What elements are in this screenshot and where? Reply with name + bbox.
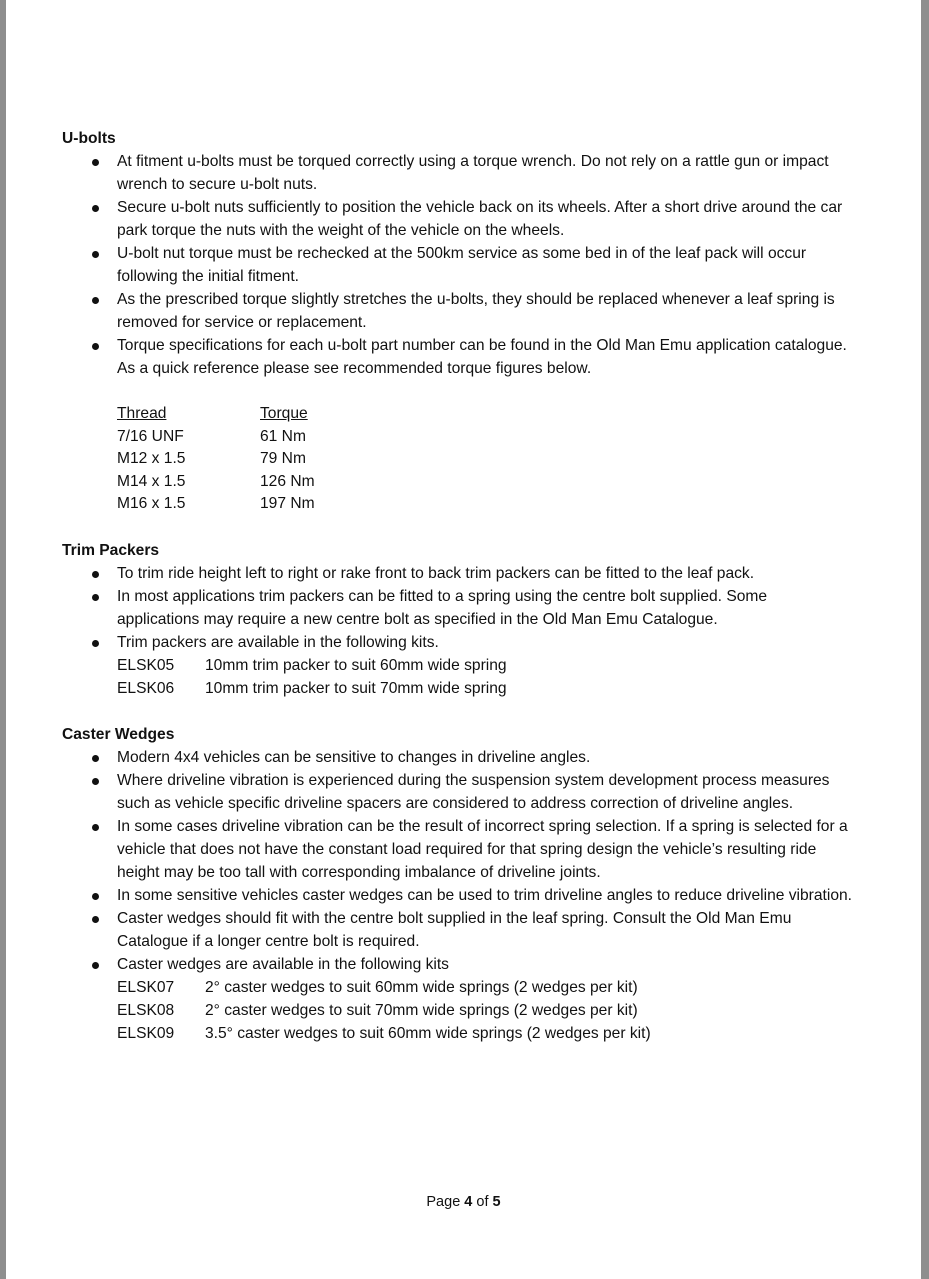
table-row	[117, 426, 315, 449]
kit-row	[62, 976, 852, 999]
caster-bullet-list	[62, 746, 852, 976]
torque-cell: 126 Nm	[260, 472, 315, 490]
bullet-item: In some cases driveline vibration can be the result of incorrect spring selection. If a spring is selected for a vehicle that does not have the constant load required for that spring design the vehicle’s resulting ride height may be too tall with corresponding imbalance of driveline joints.	[62, 815, 852, 884]
kit-description: 2° caster wedges to suit 60mm wide springs (2 wedges per kit)	[205, 978, 638, 996]
bullet-item: Modern 4x4 vehicles can be sensitive to changes in driveline angles.	[62, 746, 852, 769]
bullet-item: Trim packers are available in the following kits.	[62, 631, 852, 654]
bullet-item: Secure u-bolt nuts sufficiently to position the vehicle back on its wheels. After a short drive around the car park torque the nuts with the weight of the vehicle on the wheels.	[62, 196, 852, 242]
bullet-item: Torque specifications for each u-bolt part number can be found in the Old Man Emu application catalogue. As a quick reference please see recommended torque figures below.	[62, 334, 852, 380]
bullet-item: To trim ride height left to right or rake front to back trim packers can be fitted to the leaf pack.	[62, 562, 852, 585]
thread-cell: M16 x 1.5	[117, 495, 186, 512]
column-header-thread: Thread	[117, 405, 167, 422]
thread-cell: M14 x 1.5	[117, 472, 186, 490]
kit-description: 10mm trim packer to suit 60mm wide spring	[205, 656, 507, 674]
thread-cell: M12 x 1.5	[117, 450, 186, 467]
thread-cell: 7/16 UNF	[117, 427, 184, 445]
ubolts-bullet-list	[62, 150, 852, 380]
bullet-item: Where driveline vibration is experienced during the suspension system development process measures such as vehicle specific driveline spacers are considered to address correction of driveline angles.	[62, 769, 852, 815]
trim-bullet-list	[62, 562, 852, 654]
column-header-torque: Torque	[260, 405, 308, 422]
bullet-item: Caster wedges should fit with the centre bolt supplied in the leaf spring. Consult the Old Man Emu Catalogue if a longer centre bolt is required.	[62, 907, 852, 953]
section-title-caster-wedges: Caster Wedges	[62, 725, 175, 743]
kit-code: ELSK05	[117, 656, 175, 674]
page-content	[62, 127, 852, 1045]
table-header-row	[117, 403, 315, 426]
section-title-trim-packers: Trim Packers	[62, 541, 160, 559]
page-footer	[6, 1194, 921, 1210]
kit-description: 3.5° caster wedges to suit 60mm wide springs (2 wedges per kit)	[205, 1024, 651, 1042]
table-row	[117, 493, 315, 516]
kit-code: ELSK09	[117, 1024, 175, 1042]
bullet-item: U-bolt nut torque must be rechecked at the 500km service as some bed in of the leaf pack will occur following the initial fitment.	[62, 242, 852, 288]
torque-cell: 61 Nm	[260, 427, 306, 445]
kit-description: 2° caster wedges to suit 70mm wide springs (2 wedges per kit)	[205, 1001, 638, 1019]
bullet-item: As the prescribed torque slightly stretches the u-bolts, they should be replaced whenever a leaf spring is removed for service or replacement.	[62, 288, 852, 334]
kit-code: ELSK08	[117, 1001, 175, 1019]
torque-table	[117, 403, 315, 516]
kit-description: 10mm trim packer to suit 70mm wide spring	[205, 679, 507, 697]
spacer	[62, 516, 852, 539]
bullet-item: In some sensitive vehicles caster wedges can be used to trim driveline angles to reduce driveline vibration.	[62, 884, 852, 907]
torque-cell: 79 Nm	[260, 450, 306, 467]
page-number-prefix: Page	[426, 1194, 465, 1210]
document-page	[6, 0, 921, 1279]
torque-cell: 197 Nm	[260, 495, 315, 512]
table-row	[117, 471, 315, 494]
bullet-item: Caster wedges are available in the following kits	[62, 953, 852, 976]
kit-row	[62, 654, 852, 677]
kit-row	[62, 677, 852, 700]
kit-code: ELSK06	[117, 679, 175, 697]
page-number-middle: of	[472, 1194, 493, 1210]
page-number-current: 4	[464, 1194, 473, 1210]
kit-code: ELSK07	[117, 978, 175, 996]
spacer	[62, 700, 852, 723]
kit-row	[62, 1022, 852, 1045]
kit-row	[62, 999, 852, 1022]
page-number-total: 5	[492, 1194, 501, 1210]
section-title-ubolts: U-bolts	[62, 130, 116, 147]
bullet-item: In most applications trim packers can be fitted to a spring using the centre bolt supplied. Some applications may require a new centre bolt as specified in the Old Man Emu Catalogue.	[62, 585, 852, 631]
bullet-item: At fitment u-bolts must be torqued correctly using a torque wrench. Do not rely on a rattle gun or impact wrench to secure u-bolt nuts.	[62, 150, 852, 196]
table-row	[117, 448, 315, 471]
